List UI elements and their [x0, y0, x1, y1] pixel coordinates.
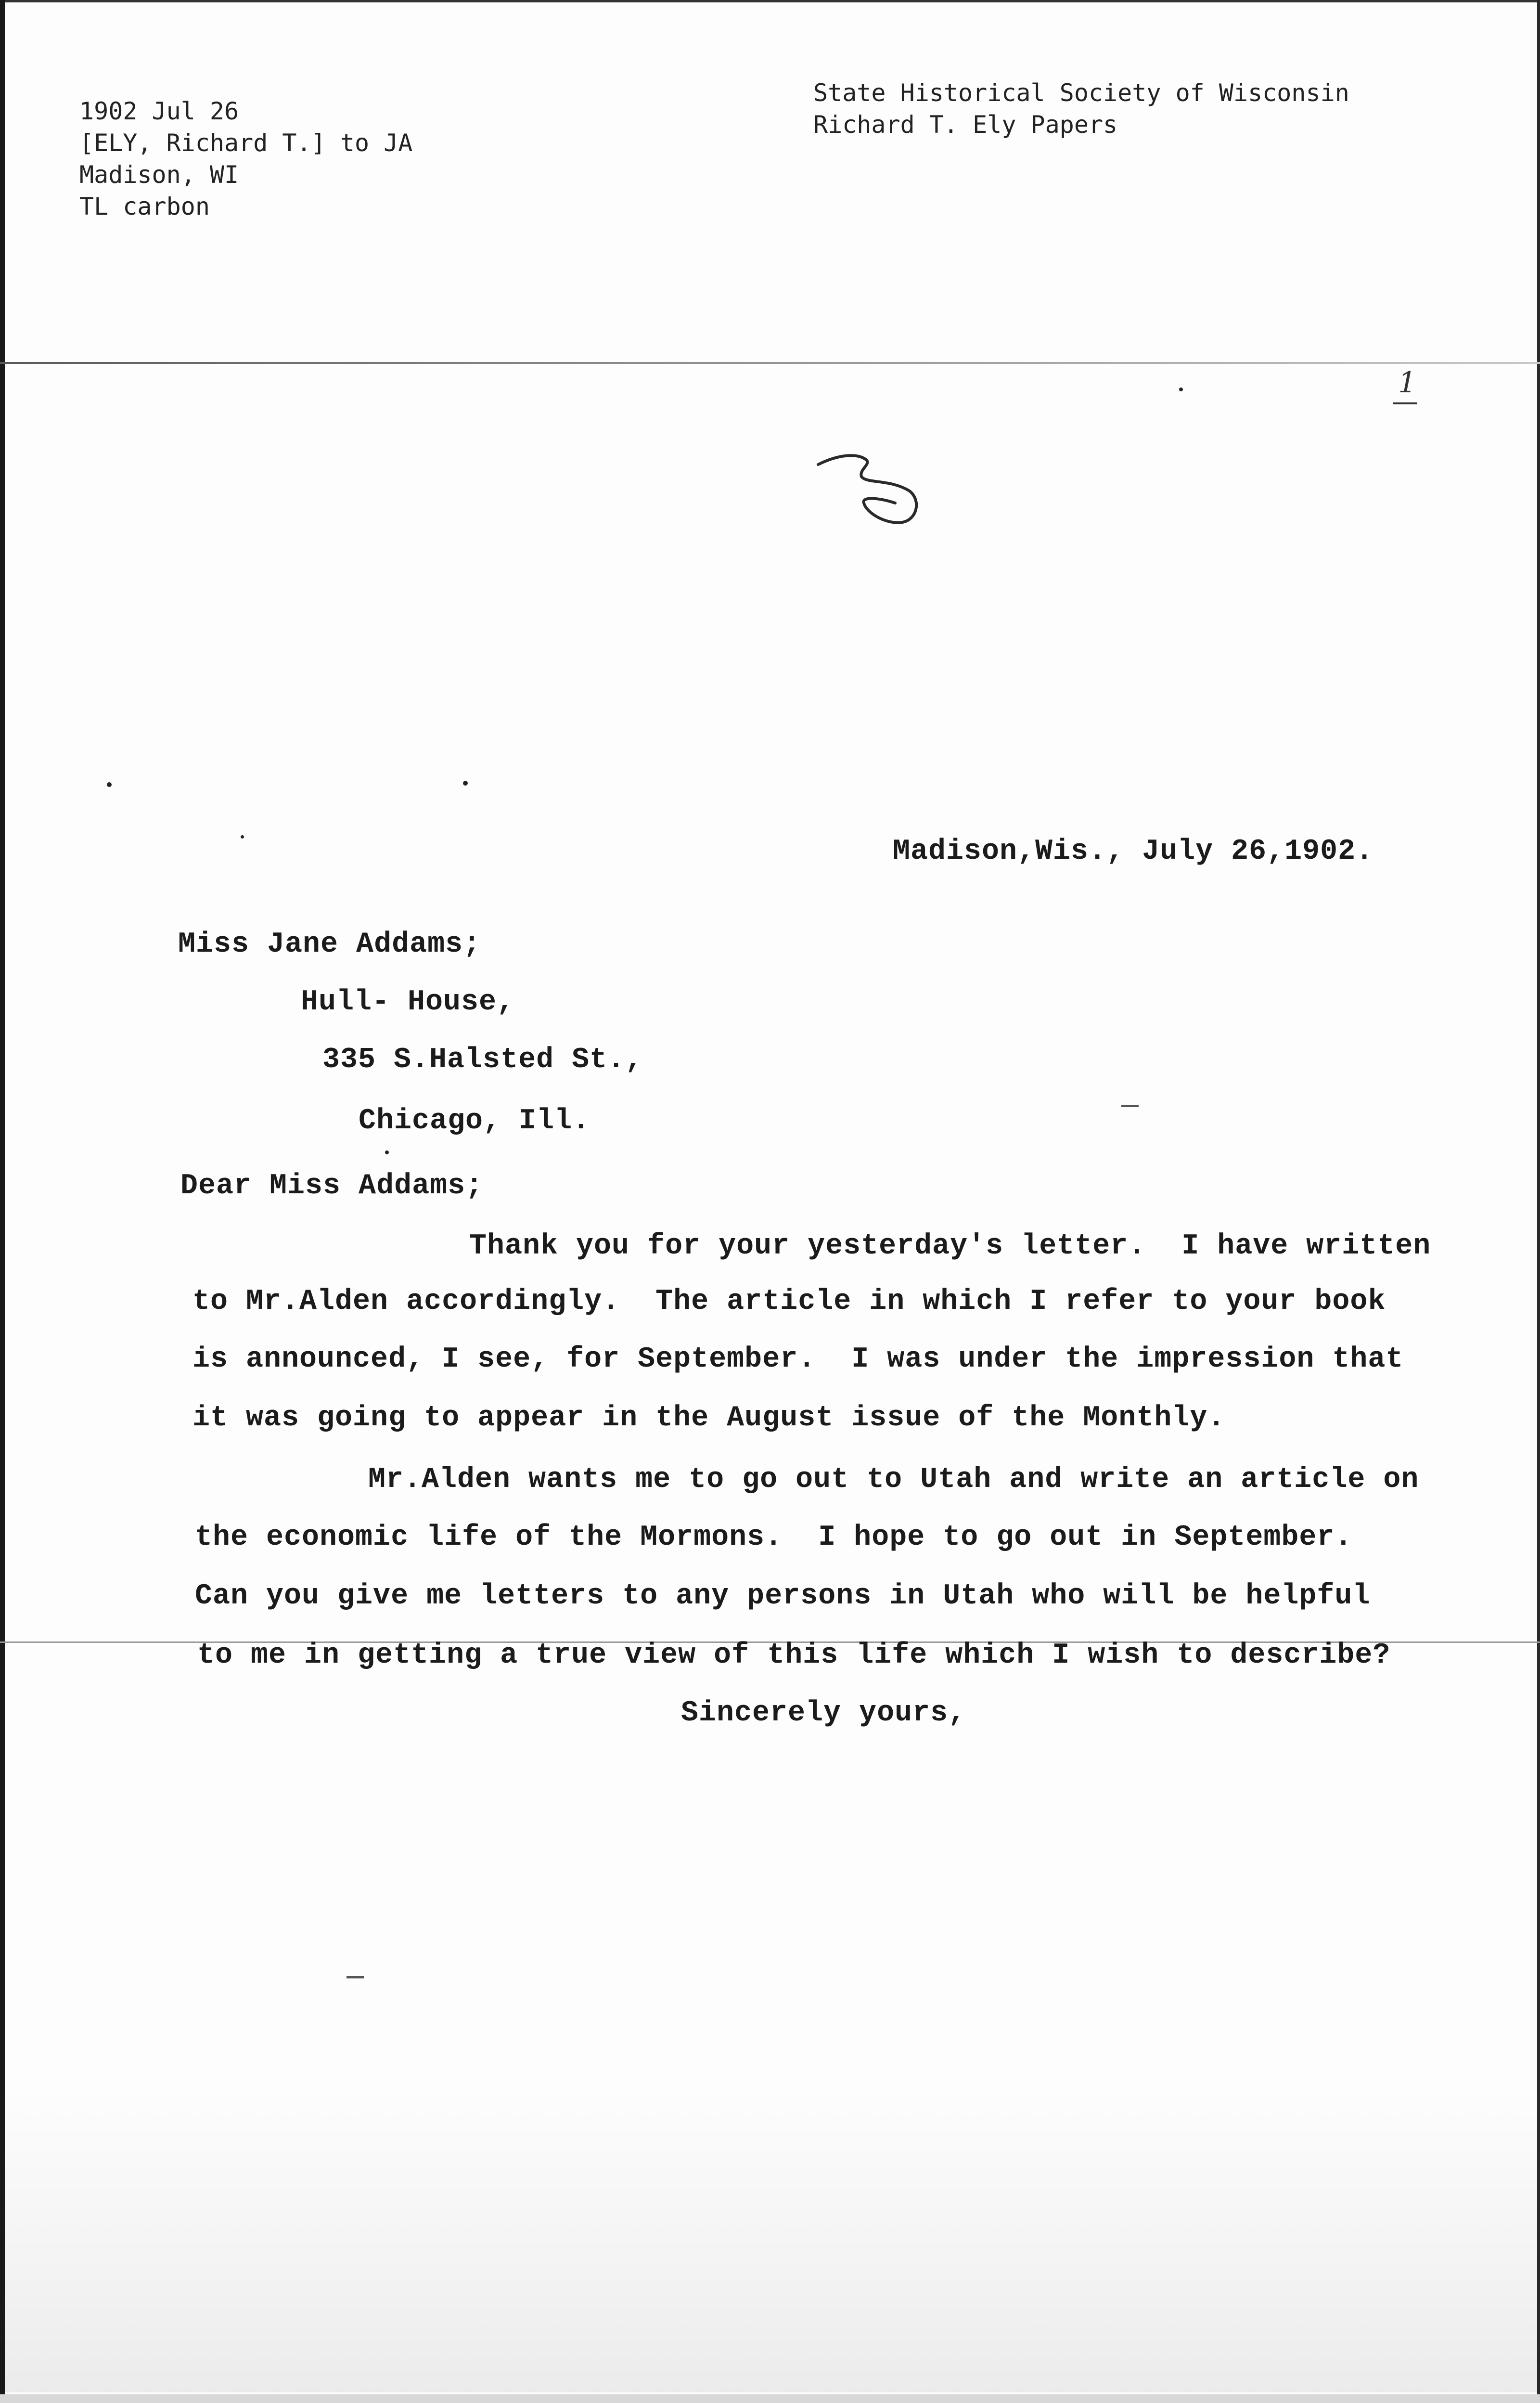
ink-speck: [241, 835, 244, 839]
scan-edge-right: [1537, 0, 1540, 2403]
page-number-underline: [1393, 402, 1417, 404]
catalog-correspondents: [ELY, Richard T.] to JA: [79, 129, 413, 157]
letter-dateline: Madison,Wis., July 26,1902.: [893, 835, 1374, 868]
address-line: Chicago, Ill.: [359, 1105, 590, 1137]
letter-salutation: Dear Miss Addams;: [180, 1170, 484, 1202]
scan-edge-left: [0, 0, 5, 2403]
body-line: to me in getting a true view of this life which I wish to describe?: [197, 1639, 1391, 1672]
ink-dash: [1121, 1105, 1139, 1107]
ink-speck: [107, 782, 112, 787]
body-line: Mr.Alden wants me to go out to Utah and write an article on: [368, 1463, 1419, 1496]
catalog-date: 1902 Jul 26: [79, 97, 239, 125]
sheet-separator-line: [0, 362, 1540, 364]
ink-speck: [463, 781, 468, 786]
catalog-place: Madison, WI: [79, 161, 239, 189]
ink-speck: [385, 1150, 389, 1154]
collection-papers: Richard T. Ely Papers: [813, 111, 1118, 139]
address-line: Hull- House,: [301, 986, 515, 1019]
letter-closing: Sincerely yours,: [681, 1697, 966, 1730]
address-line: 335 S.Halsted St.,: [322, 1044, 643, 1076]
catalog-header: [79, 95, 412, 222]
ink-speck: [1179, 388, 1183, 391]
body-line: is announced, I see, for September. I was under the impression that: [192, 1343, 1404, 1376]
body-line: Thank you for your yesterday's letter. I have written: [469, 1230, 1431, 1263]
body-line: to Mr.Alden accordingly. The article in which I refer to your book: [192, 1285, 1386, 1318]
body-line: Can you give me letters to any persons in Utah who will be helpful: [195, 1580, 1371, 1613]
address-line: Miss Jane Addams;: [178, 928, 481, 961]
collection-header: [813, 77, 1349, 141]
scan-edge-top: [0, 0, 1540, 2]
paper-shading: [0, 2084, 1540, 2392]
page-number: 1: [1398, 366, 1417, 400]
scan-edge-bottom: [0, 2394, 1540, 2403]
pencil-mark-icon: [813, 450, 929, 537]
body-line: it was going to appear in the August issue of the Monthly.: [192, 1402, 1226, 1434]
body-line: the economic life of the Mormons. I hope to go out in September.: [195, 1521, 1353, 1554]
ink-dash: [346, 1976, 364, 1978]
collection-institution: State Historical Society of Wisconsin: [813, 79, 1349, 107]
catalog-form: TL carbon: [79, 193, 210, 220]
